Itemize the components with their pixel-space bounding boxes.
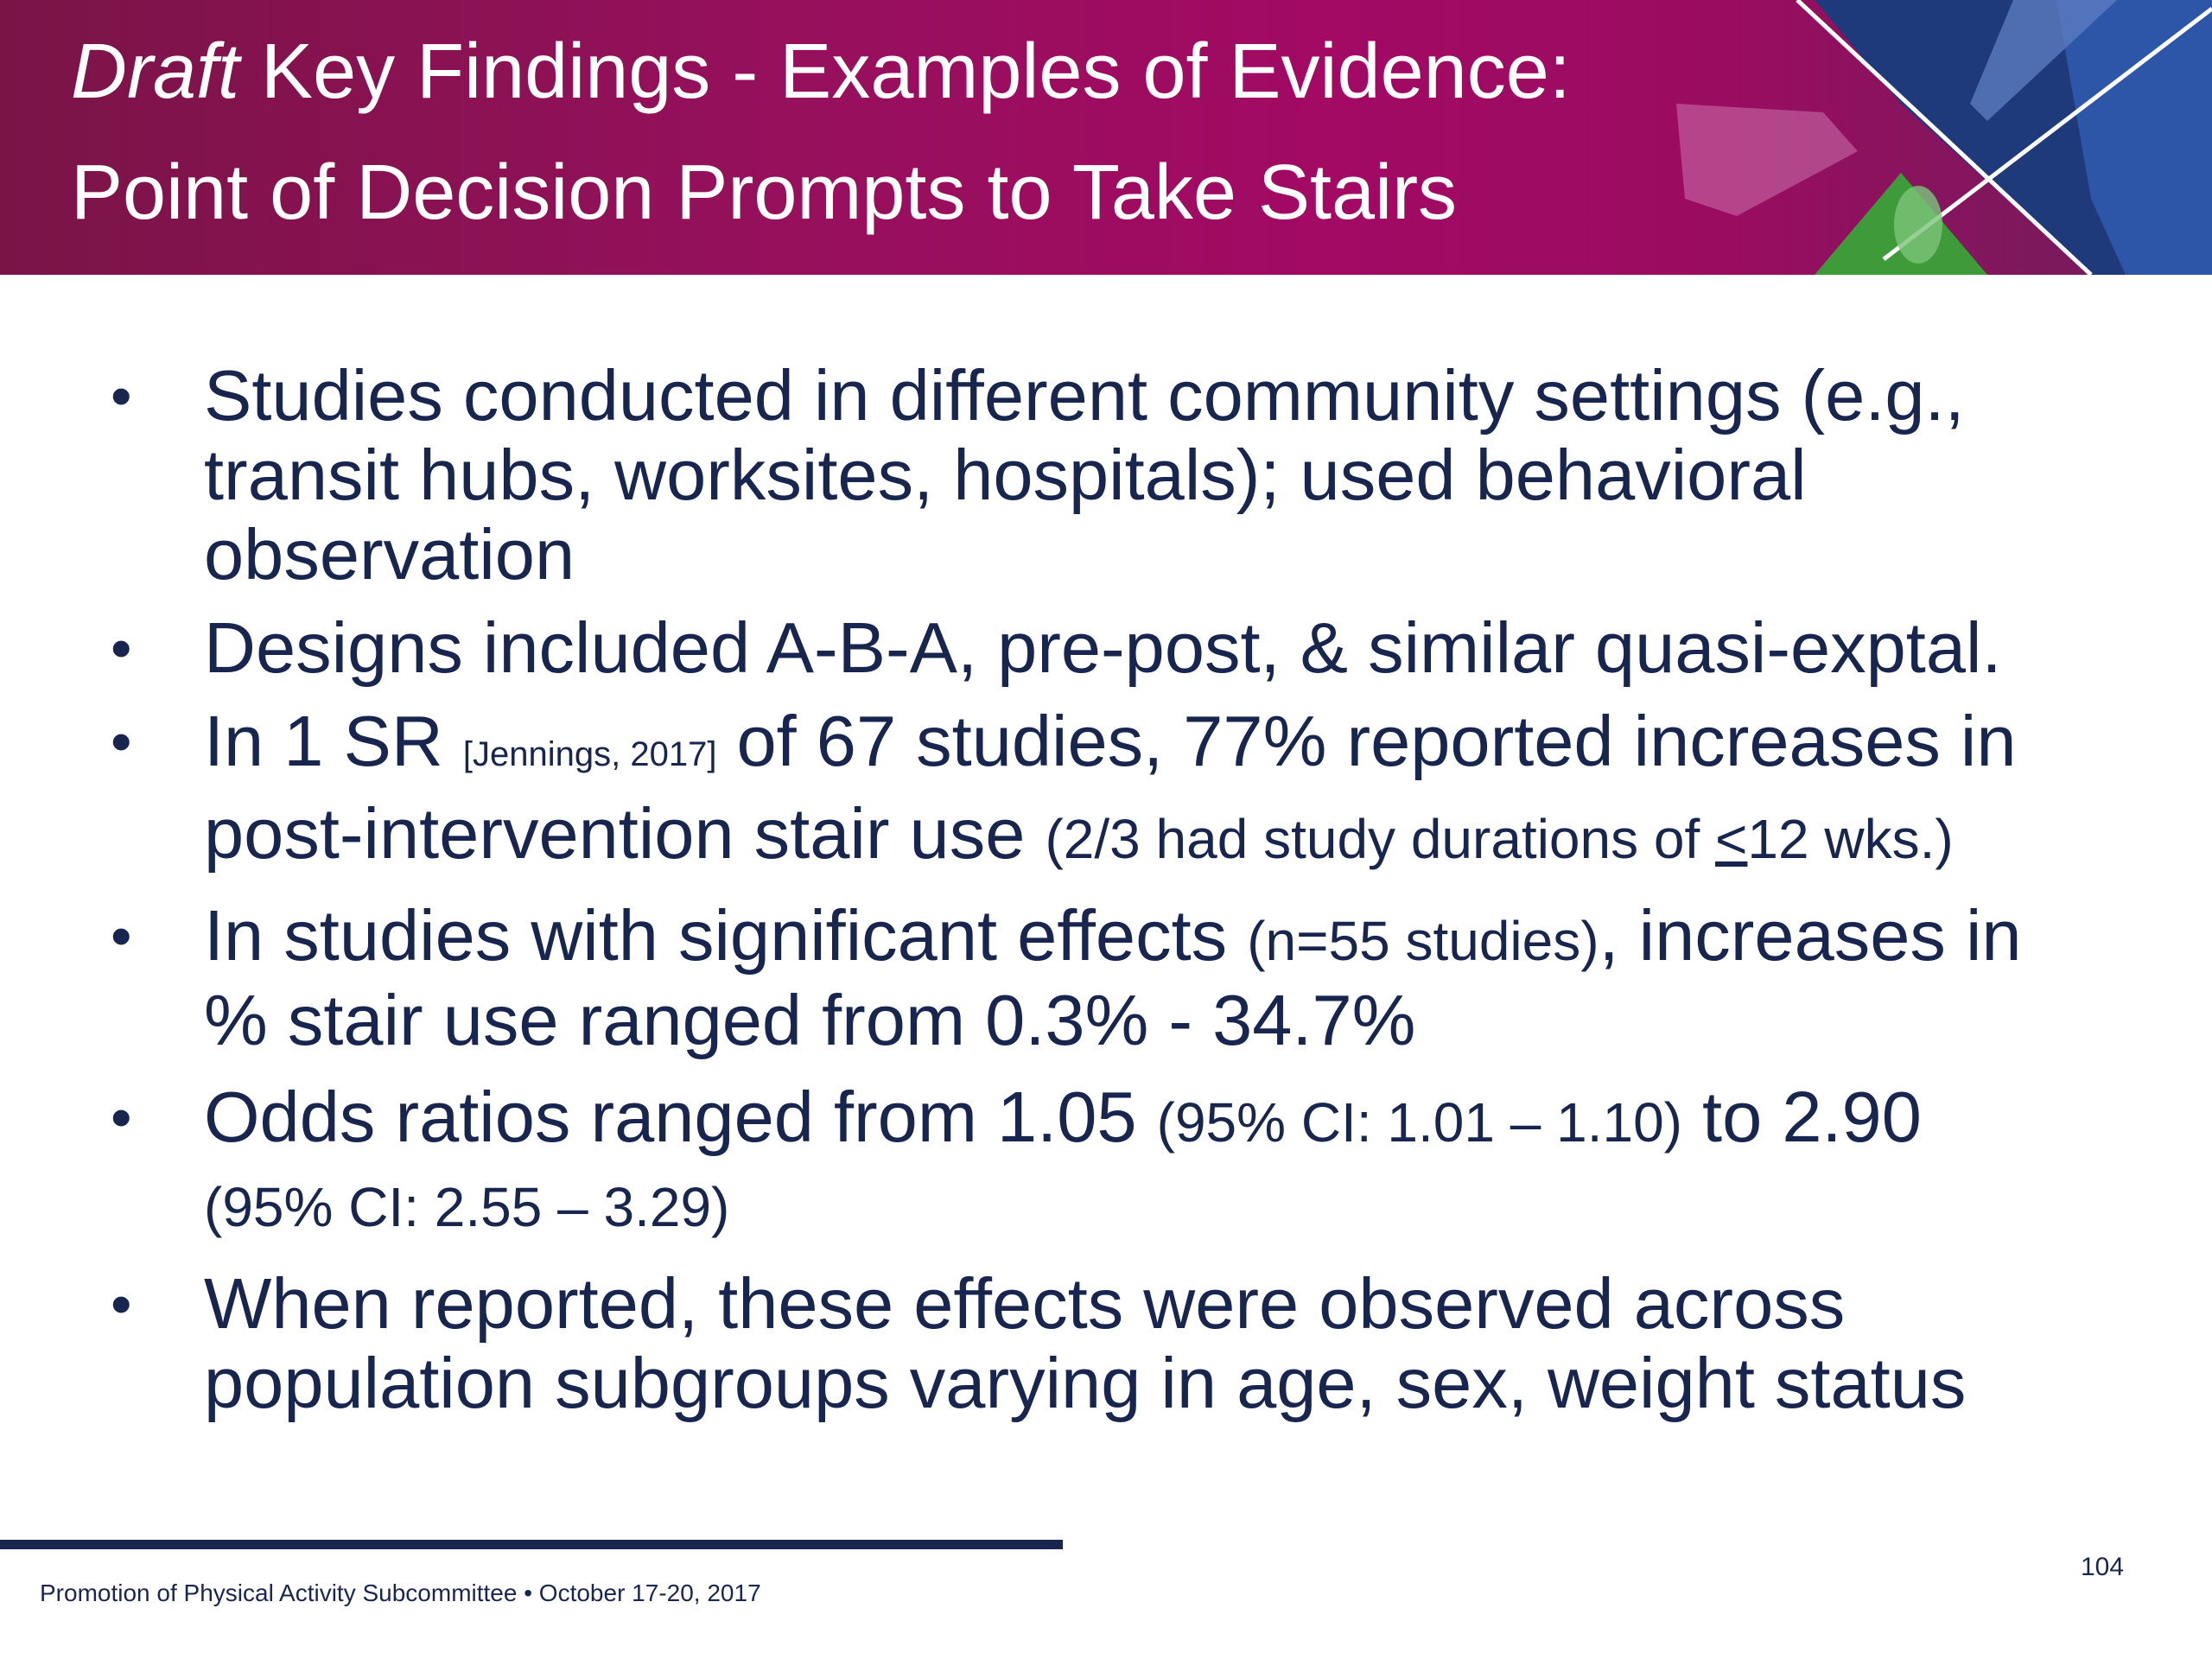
title-italic: Draft [71, 29, 240, 115]
confidence-interval: (95% CI: 1.01 – 1.10) [1156, 1091, 1682, 1154]
confidence-interval: (95% CI: 2.55 – 3.29) [204, 1176, 730, 1238]
bullet-text: Odds ratios ranged from 1.05 [204, 1077, 1157, 1157]
decorative-graphic-icon [1607, 0, 2212, 275]
bullet-text: to 2.90 [1681, 1077, 1922, 1157]
footer-text: Promotion of Physical Activity Subcommittee • October 17-20, 2017 [40, 1580, 761, 1606]
bullet-item [111, 1264, 2098, 1423]
bullet-text: Studies conducted in different community settings (e.g., transit hubs, worksites, hospitals); used behavioral observation [204, 355, 1965, 594]
bullet-item [111, 702, 2098, 879]
less-than-or-equal-symbol: < [1715, 808, 1748, 870]
bullet-text: In 1 SR [204, 701, 463, 781]
bullet-item [111, 356, 2098, 594]
citation: [Jennings, 2017] [462, 735, 717, 773]
title-line-1-text: Key Findings - Examples of Evidence: [239, 29, 1571, 115]
page-title-line-1 [71, 28, 1571, 117]
page-number: 104 [2081, 1553, 2125, 1581]
bullet-text: , increases in % stair use ranged from 0.3% - 34.7% [204, 895, 2022, 1060]
title-banner [0, 0, 2212, 275]
page-title-line-2: Point of Decision Prompts to Take Stairs [71, 149, 1458, 236]
bullet-item [111, 896, 2098, 1060]
bullet-list [111, 356, 2098, 1423]
bullet-item [111, 1077, 2098, 1247]
footer-divider [0, 1540, 1063, 1549]
bullet-text: When reported, these effects were observed across population subgroups varying in age, sex, weight status [204, 1263, 1967, 1423]
bullet-note: (2/3 had study durations of [1045, 808, 1716, 870]
bullet-text: In studies with significant effects [204, 895, 1248, 976]
bullet-note: (n=55 studies) [1247, 910, 1599, 972]
bullet-text: of 67 studies, 77% reported increases in post-intervention stair use [204, 701, 2017, 874]
bullet-item [111, 608, 2098, 688]
bullet-text: Designs included A-B-A, pre-post, & similar quasi-exptal. [204, 607, 2002, 688]
bullet-note: 12 wks.) [1747, 808, 1954, 870]
